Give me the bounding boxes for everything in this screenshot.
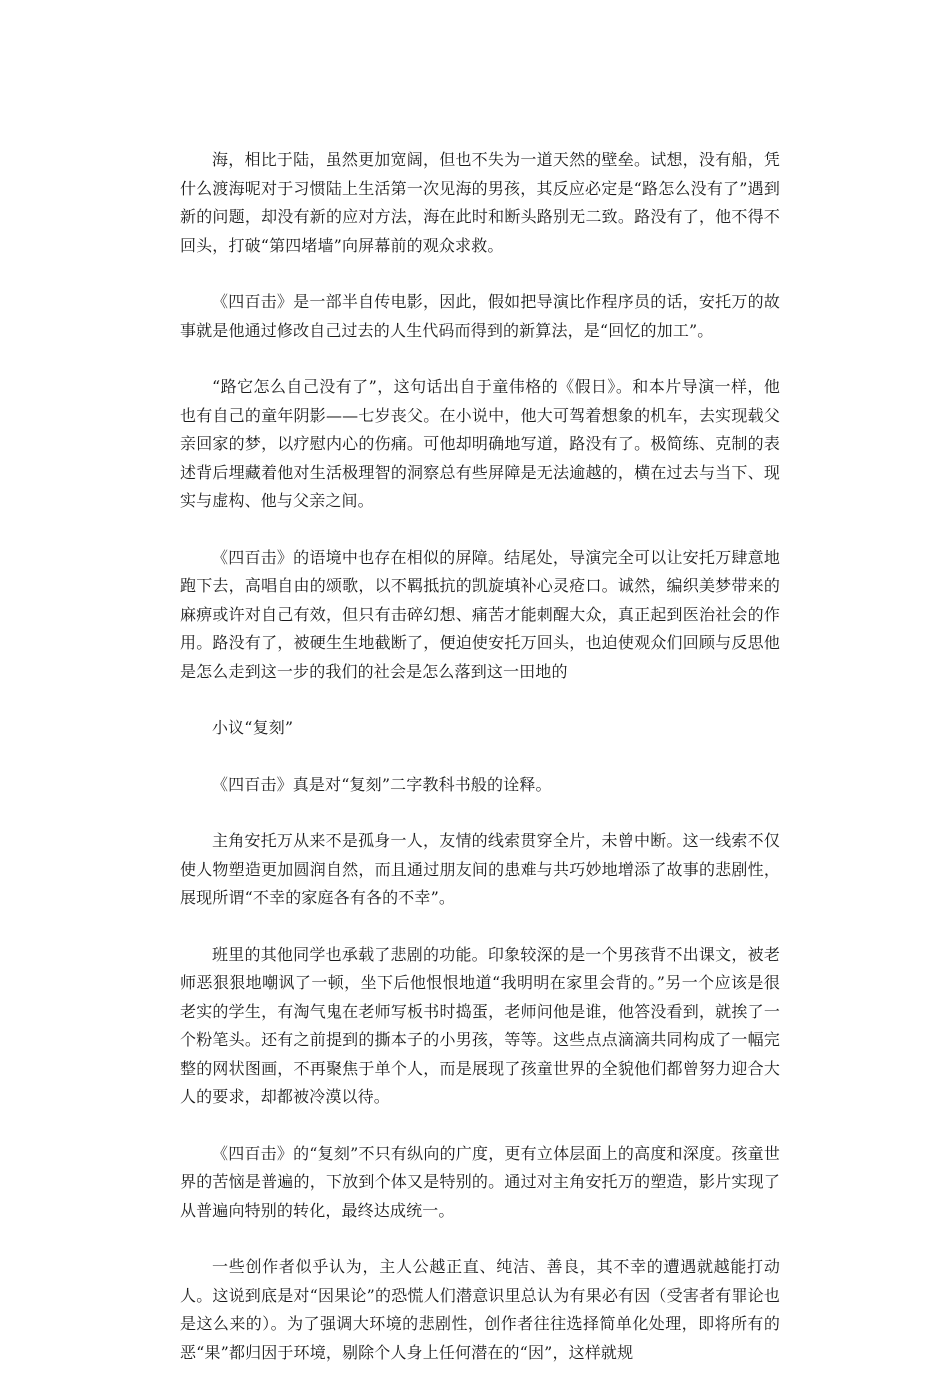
paragraph-friendship: 主角安托万从来不是孤身一人，友情的线索贯穿全片，未曾中断。这一线索不仅使人物塑造更加圆润自然，而且通过朋友间的患难与共巧妙地增添了故事的悲剧性，展现所谓“不幸的家庭各有各的不幸”。 [180,831,780,907]
paragraph-textbook-interpretation: 《四百击》真是对“复刻”二字教科书般的诠释。 [212,774,552,794]
paragraph-causality: 一些创作者似乎认为，主人公越正直、纯洁、善良，其不幸的遭遇就越能打动人。这说到底是对“因果论”的恐慌人们潜意识里总认为有果必有因（受害者有罪论也是这么来的）。为了强调大环境的悲剧性，创作者往往选择简单化处理，即将所有的恶“果”都归因于环境，剔除个人身上任何潜在的“因”，这样就规 [180,1257,780,1362]
paragraph-holiday-quote: “路它怎么自己没有了”，这句话出自于童伟格的《假日》。和本片导演一样，他也有自己的童年阴影——七岁丧父。在小说中，他大可驾着想象的机车，去实现载父亲回家的梦，以疗慰内心的伤痛。可他却明确地写道，路没有了。极简练、克制的表述背后埋藏着他对生活极理智的洞察总有些屏障是无法逾越的，横在过去与当下、现实与虚构、他与父亲之间。 [180,377,780,510]
paragraph-sea-barrier: 海，相比于陆，虽然更加宽阔，但也不失为一道天然的壁垒。试想，没有船，凭什么渡海呢对于习惯陆上生活第一次见海的男孩，其反应必定是“路怎么没有了”遇到新的问题，却没有新的应对方法，海在此时和断头路别无二致。路没有了，他不得不回头，打破“第四堵墙”向屏幕前的观众求救。 [180,150,780,255]
document-body [180,146,780,1395]
paragraph-barrier-ending: 《四百击》的语境中也存在相似的屏障。结尾处，导演完全可以让安托万肆意地跑下去，高唱自由的颂歌，以不羁抵抗的凯旋填补心灵疮口。诚然，编织美梦带来的麻痹或许对自己有效，但只有击碎幻想、痛苦才能刺醒大众，真正起到医治社会的作用。路没有了，被硬生生地截断了，便迫使安托万回头，也迫使观众们回顾与反思他是怎么走到这一步的我们的社会是怎么落到这一田地的 [180,547,780,681]
paragraph-depth: 《四百击》的“复刻”不只有纵向的广度，更有立体层面上的高度和深度。孩童世界的苦恼是普遍的，下放到个体又是特别的。通过对主角安托万的塑造，影片实现了从普遍向特别的转化，最终达成统一。 [180,1143,780,1220]
paragraph-semi-autobiographical: 《四百击》是一部半自传电影，因此，假如把导演比作程序员的话，安托万的故事就是他通过修改自己过去的人生代码而得到的新算法，是“回忆的加工”。 [180,292,780,340]
paragraph-classmates: 班里的其他同学也承载了悲剧的功能。印象较深的是一个男孩背不出课文，被老师恶狠狠地嘲讽了一顿，坐下后他恨恨地道“我明明在家里会背的。”另一个应该是很老实的学生，有淘气鬼在老师写板书时捣蛋，老师问他是谁，他答没看到，就挨了一个粉笔头。还有之前提到的撕本子的小男孩，等等。这些点点滴滴共同构成了一幅完整的网状图画，不再聚焦于单个人，而是展现了孩童世界的全貌他们都曾努力迎合大人的要求，却都被冷漠以待。 [180,944,780,1106]
section-heading-replication: 小议“复刻” [212,718,294,737]
